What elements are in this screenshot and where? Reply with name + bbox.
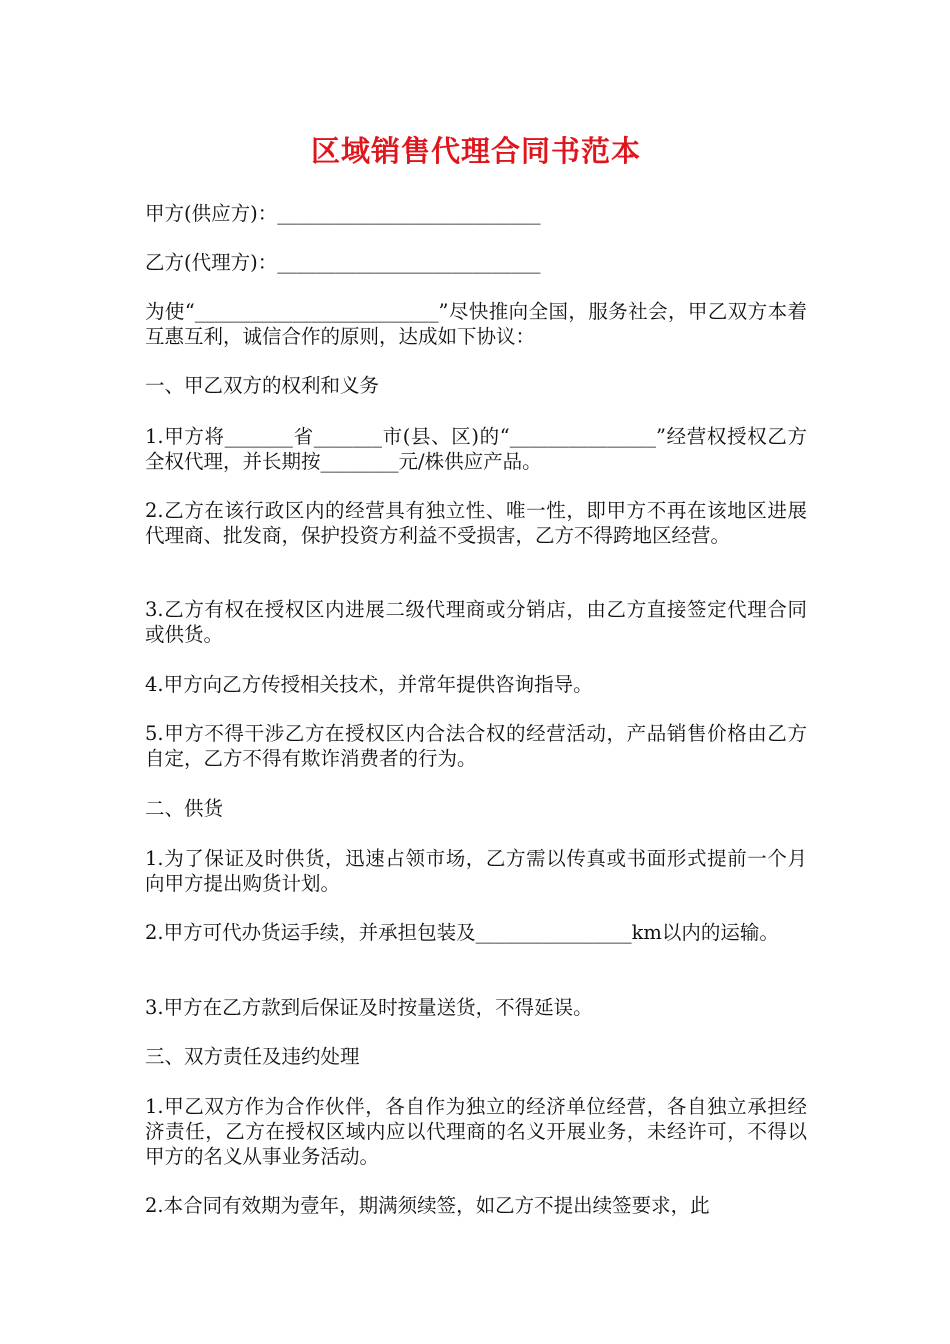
clause-1-5: 5.甲方不得干涉乙方在授权区内合法合权的经营活动，产品销售价格由乙方自定，乙方不得有欺诈消费者的行为。 [145,722,807,770]
clause-1-3: 3.乙方有权在授权区内进展二级代理商或分销店，由乙方直接签定代理合同或供货。 [145,598,807,646]
document-title: 区域销售代理合同书范本 [310,134,641,168]
clause-3-1: 1.甲乙双方作为合作伙伴，各自作为独立的经济单位经营，各自独立承担经济责任，乙方在授权区域内应以代理商的名义开展业务，未经许可，不得以甲方的名义从事业务活动。 [145,1095,807,1168]
party-a-line: 甲方(供应方)：___________________________ [145,202,541,225]
section-heading-liability: 三、双方责任及违约处理 [145,1045,360,1068]
party-b-line: 乙方(代理方)：___________________________ [145,251,541,274]
clause-2-3: 3.甲方在乙方款到后保证及时按量送货，不得延误。 [145,996,593,1019]
clause-1-2: 2.乙方在该行政区内的经营具有独立性、唯一性，即甲方不再在该地区进展代理商、批发商，保护投资方利益不受损害，乙方不得跨地区经营。 [145,499,807,547]
clause-3-2: 2.本合同有效期为壹年，期满须续签，如乙方不提出续签要求，此 [145,1194,710,1217]
preamble-paragraph: 为使“_________________________”尽快推向全国，服务社会，甲乙双方本着互惠互利，诚信合作的原则，达成如下协议： [145,300,807,348]
section-heading-rights: 一、甲乙双方的权利和义务 [145,374,380,397]
clause-2-2: 2.甲方可代办货运手续，并承担包装及________________km以内的运输。 [145,921,779,944]
clause-1-1: 1.甲方将_______省_______市(县、区)的“_______________”经营权授权乙方全权代理，并长期按________元/株供应产品。 [145,425,807,473]
clause-1-4: 4.甲方向乙方传授相关技术，并常年提供咨询指导。 [145,673,593,696]
section-heading-supply: 二、供货 [145,797,224,820]
clause-2-1: 1.为了保证及时供货，迅速占领市场，乙方需以传真或书面形式提前一个月向甲方提出购货计划。 [145,847,807,895]
